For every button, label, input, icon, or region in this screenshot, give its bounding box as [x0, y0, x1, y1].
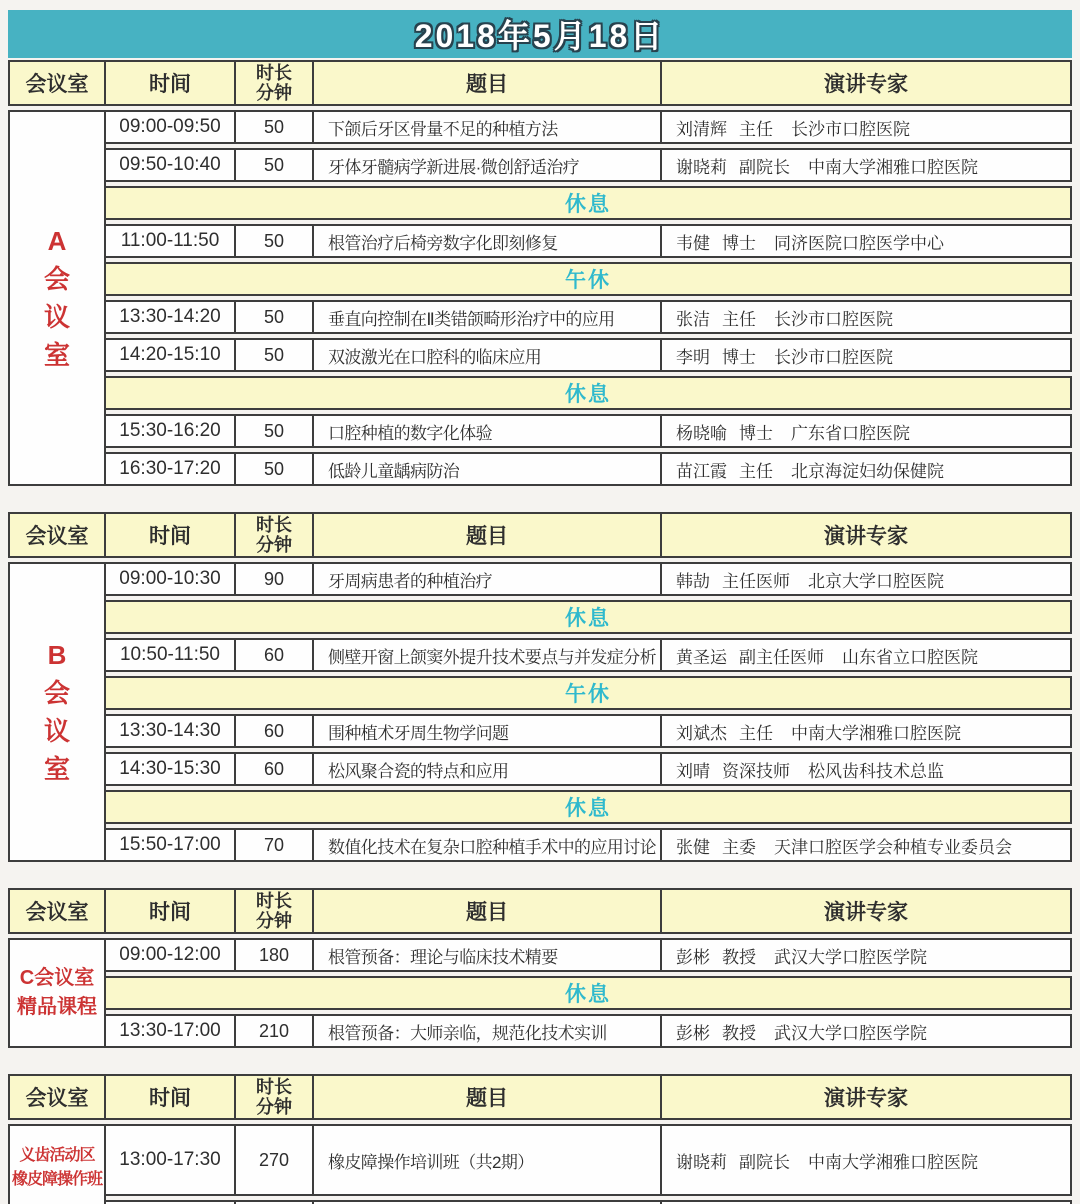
session-row	[104, 562, 1072, 596]
column-header-duration	[236, 514, 314, 556]
time-cell: 13:30-17:00	[106, 1016, 236, 1046]
time-cell: 15:50-17:00	[106, 830, 236, 860]
duration-cell: 60	[236, 716, 314, 746]
room-cell	[8, 938, 106, 1048]
break-row	[104, 790, 1072, 824]
date-title: 2018年5月18日	[414, 18, 666, 54]
speaker-title: 资深技师	[722, 761, 790, 781]
column-header-topic: 题目	[314, 1076, 662, 1118]
date-title-bar	[8, 10, 1072, 58]
column-header-speaker: 演讲专家	[824, 901, 908, 924]
speaker-org: 中南大学湘雅口腔医院	[808, 157, 978, 177]
time-cell: 13:30-14:30	[106, 716, 236, 746]
speaker-cell	[662, 1126, 1070, 1194]
duration-header-line2: 分钟	[256, 911, 292, 931]
speaker-title: 副院长	[739, 1152, 790, 1172]
room-label-line: 精品课程	[17, 996, 97, 1018]
speaker-cell	[662, 830, 1070, 860]
column-header-time: 时间	[106, 62, 236, 104]
duration-cell: 60	[236, 640, 314, 670]
time-cell: 09:00-12:00	[106, 940, 236, 970]
column-header-time: 时间	[106, 1076, 236, 1118]
speaker-title: 主任	[739, 461, 773, 481]
rows-container	[104, 562, 1072, 862]
column-header-duration	[236, 62, 314, 104]
speaker-title: 博士	[739, 423, 773, 443]
topic-cell: 下颌后牙区骨量不足的种植方法	[314, 112, 662, 142]
column-header-topic: 题目	[314, 890, 662, 932]
table-body	[8, 562, 1072, 862]
speaker-title: 博士	[722, 233, 756, 253]
duration-header-line1: 时长	[256, 514, 292, 535]
room-label-line: 室	[43, 754, 70, 784]
column-header-time: 时间	[106, 890, 236, 932]
time-cell: 09:00-10:30	[106, 564, 236, 594]
speaker-org: 广东省口腔医院	[791, 423, 910, 443]
schedule-table-room-c	[8, 888, 1072, 1048]
column-header-room: 会议室	[10, 890, 106, 932]
duration-cell: 270	[236, 1126, 314, 1194]
time-cell: 09:50-10:40	[106, 150, 236, 180]
speaker-org: 武汉大学口腔医学院	[774, 947, 927, 967]
speaker-title: 博士	[722, 347, 756, 367]
speaker-cell	[662, 716, 1070, 746]
column-header-speaker: 演讲专家	[824, 525, 908, 548]
time-cell: 13:00-17:30	[106, 1126, 236, 1194]
duration-header-line2: 分钟	[256, 83, 292, 103]
session-row	[104, 828, 1072, 862]
session-row	[104, 224, 1072, 258]
break-label: 午休	[565, 269, 611, 292]
speaker-name: 刘斌杰	[676, 723, 727, 743]
speaker-name: 杨晓喻	[676, 423, 727, 443]
speaker-title: 主委	[722, 837, 756, 857]
speaker-cell	[662, 112, 1070, 142]
room-label-line: 义齿活动区	[19, 1147, 95, 1164]
speaker-name: 张洁	[676, 309, 710, 329]
break-label: 休息	[565, 983, 611, 1006]
room-label-line: C会议室	[19, 967, 95, 989]
speaker-org: 长沙市口腔医院	[791, 119, 910, 139]
rows-container	[104, 110, 1072, 486]
duration-cell: 50	[236, 454, 314, 484]
tables-container	[8, 60, 1072, 1204]
speaker-cell	[662, 416, 1070, 446]
speaker-org: 长沙市口腔医院	[774, 347, 893, 367]
break-label: 休息	[565, 607, 611, 630]
speaker-name: 彭彬	[676, 1023, 710, 1043]
break-label: 休息	[565, 383, 611, 406]
session-row	[104, 1124, 1072, 1196]
column-header-duration	[236, 1076, 314, 1118]
topic-cell: 牙体牙髓病学新进展·微创舒适治疗	[314, 150, 662, 180]
time-cell: 11:00-11:50	[106, 226, 236, 256]
speaker-org: 武汉大学口腔医学院	[774, 1023, 927, 1043]
duration-cell: 50	[236, 340, 314, 370]
speaker-org: 天津口腔医学会种植专业委员会	[774, 837, 1012, 857]
speaker-name: 刘晴	[676, 761, 710, 781]
table-body	[8, 1124, 1072, 1204]
room-label-line: 会	[43, 678, 70, 708]
speaker-name: 彭彬	[676, 947, 710, 967]
speaker-title: 副院长	[739, 157, 790, 177]
topic-cell: 侧壁开窗上颌窦外提升技术要点与并发症分析	[314, 640, 662, 670]
column-header-speaker: 演讲专家	[824, 73, 908, 96]
speaker-cell	[662, 940, 1070, 970]
partial-cutoff-row	[104, 1200, 1072, 1204]
break-row	[104, 976, 1072, 1010]
speaker-org: 中南大学湘雅口腔医院	[808, 1152, 978, 1172]
speaker-org: 长沙市口腔医院	[774, 309, 893, 329]
topic-cell: 垂直向控制在Ⅱ类错颌畸形治疗中的应用	[314, 302, 662, 332]
topic-cell: 根管预备：大师亲临，规范化技术实训	[314, 1016, 662, 1046]
session-row	[104, 414, 1072, 448]
session-row	[104, 452, 1072, 486]
room-label-line: B	[47, 640, 67, 670]
room-label-line: 议	[43, 302, 70, 332]
speaker-org: 山东省立口腔医院	[842, 647, 978, 667]
room-label-line: 室	[43, 340, 70, 370]
table-body	[8, 938, 1072, 1048]
speaker-cell	[662, 1016, 1070, 1046]
topic-cell: 牙周病患者的种植治疗	[314, 564, 662, 594]
speaker-title: 教授	[722, 947, 756, 967]
break-label: 休息	[565, 797, 611, 820]
table-header-row	[8, 512, 1072, 558]
room-cell	[8, 1124, 106, 1204]
break-row	[104, 676, 1072, 710]
speaker-title: 副主任医师	[739, 647, 824, 667]
speaker-name: 谢晓莉	[676, 157, 727, 177]
duration-header-line2: 分钟	[256, 535, 292, 555]
room-label-line: 橡皮障操作班	[11, 1171, 102, 1188]
duration-header-line1: 时长	[256, 1076, 292, 1097]
speaker-name: 刘清辉	[676, 119, 727, 139]
column-header-topic: 题目	[314, 514, 662, 556]
duration-cell: 50	[236, 226, 314, 256]
time-cell: 16:30-17:20	[106, 454, 236, 484]
duration-cell: 50	[236, 112, 314, 142]
speaker-cell	[662, 226, 1070, 256]
break-label: 休息	[565, 193, 611, 216]
speaker-title: 主任	[739, 723, 773, 743]
column-header-room: 会议室	[10, 514, 106, 556]
session-row	[104, 1014, 1072, 1048]
session-row	[104, 938, 1072, 972]
speaker-name: 张健	[676, 837, 710, 857]
topic-cell: 围种植术牙周生物学问题	[314, 716, 662, 746]
duration-cell: 180	[236, 940, 314, 970]
schedule-table-rubber-dam-class	[8, 1074, 1072, 1204]
duration-cell: 50	[236, 416, 314, 446]
time-cell: 14:20-15:10	[106, 340, 236, 370]
speaker-title: 教授	[722, 1023, 756, 1043]
speaker-name: 李明	[676, 347, 710, 367]
table-header-row	[8, 888, 1072, 934]
speaker-cell	[662, 640, 1070, 670]
speaker-title: 主任医师	[722, 571, 790, 591]
speaker-org: 松风齿科技术总监	[808, 761, 944, 781]
table-body	[8, 110, 1072, 486]
rows-container	[104, 1124, 1072, 1204]
session-row	[104, 110, 1072, 144]
speaker-org: 北京大学口腔医院	[808, 571, 944, 591]
break-row	[104, 600, 1072, 634]
session-row	[104, 300, 1072, 334]
speaker-name: 韩劼	[676, 571, 710, 591]
time-cell: 15:30-16:20	[106, 416, 236, 446]
session-row	[104, 752, 1072, 786]
speaker-cell	[662, 454, 1070, 484]
column-header-speaker: 演讲专家	[824, 1087, 908, 1110]
column-header-topic: 题目	[314, 62, 662, 104]
duration-cell: 210	[236, 1016, 314, 1046]
duration-header-line1: 时长	[256, 62, 292, 83]
break-row	[104, 376, 1072, 410]
rows-container	[104, 938, 1072, 1048]
session-row	[104, 638, 1072, 672]
topic-cell: 口腔种植的数字化体验	[314, 416, 662, 446]
column-header-duration	[236, 890, 314, 932]
speaker-cell	[662, 564, 1070, 594]
topic-cell: 橡皮障操作培训班（共2期）	[314, 1126, 662, 1194]
duration-header-line1: 时长	[256, 890, 292, 911]
speaker-org: 同济医院口腔医学中心	[774, 233, 944, 253]
topic-cell: 双波激光在口腔科的临床应用	[314, 340, 662, 370]
session-row	[104, 338, 1072, 372]
speaker-cell	[662, 150, 1070, 180]
duration-cell: 60	[236, 754, 314, 784]
room-cell	[8, 562, 106, 862]
session-row	[104, 148, 1072, 182]
break-row	[104, 186, 1072, 220]
schedule-table-room-b	[8, 512, 1072, 862]
room-label-line: A	[47, 226, 67, 256]
duration-header-line2: 分钟	[256, 1097, 292, 1117]
topic-cell: 数值化技术在复杂口腔种植手术中的应用讨论	[314, 830, 662, 860]
room-cell	[8, 110, 106, 486]
table-header-row	[8, 60, 1072, 106]
topic-cell: 根管治疗后椅旁数字化即刻修复	[314, 226, 662, 256]
speaker-title: 主任	[739, 119, 773, 139]
time-cell: 14:30-15:30	[106, 754, 236, 784]
duration-cell: 50	[236, 302, 314, 332]
topic-cell: 根管预备：理论与临床技术精要	[314, 940, 662, 970]
speaker-cell	[662, 302, 1070, 332]
room-label-line: 会	[43, 264, 70, 294]
time-cell: 10:50-11:50	[106, 640, 236, 670]
room-label-line: 议	[43, 716, 70, 746]
column-header-time: 时间	[106, 514, 236, 556]
duration-cell: 50	[236, 150, 314, 180]
break-row	[104, 262, 1072, 296]
column-header-room: 会议室	[10, 62, 106, 104]
table-header-row	[8, 1074, 1072, 1120]
column-header-room: 会议室	[10, 1076, 106, 1118]
break-label: 午休	[565, 683, 611, 706]
speaker-title: 主任	[722, 309, 756, 329]
speaker-name: 韦健	[676, 233, 710, 253]
time-cell: 09:00-09:50	[106, 112, 236, 142]
topic-cell: 低龄儿童龋病防治	[314, 454, 662, 484]
duration-cell: 70	[236, 830, 314, 860]
topic-cell: 松风聚合瓷的特点和应用	[314, 754, 662, 784]
speaker-cell	[662, 754, 1070, 784]
speaker-org: 北京海淀妇幼保健院	[791, 461, 944, 481]
duration-cell: 90	[236, 564, 314, 594]
schedule-table-room-a	[8, 60, 1072, 486]
speaker-name: 谢晓莉	[676, 1152, 727, 1172]
speaker-name: 苗江霞	[676, 461, 727, 481]
speaker-name: 黄圣运	[676, 647, 727, 667]
speaker-org: 中南大学湘雅口腔医院	[791, 723, 961, 743]
time-cell: 13:30-14:20	[106, 302, 236, 332]
speaker-cell	[662, 340, 1070, 370]
session-row	[104, 714, 1072, 748]
